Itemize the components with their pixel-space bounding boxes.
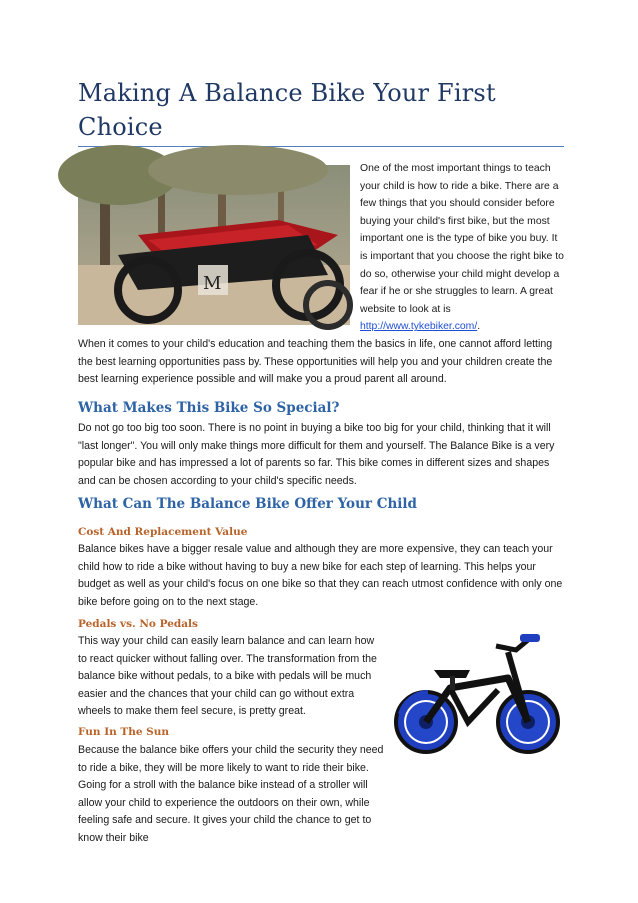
paragraph-pedals: This way your child can easily learn balance and can learn how to react quicker without falling over. The transformation from the balance bike without pedals, to a bike with pedals will be much easier and the chances that your child can go without extra wheels to make them feel secure, is pretty great. <box>78 635 377 718</box>
intro-text: One of the most important things to teach your child is how to ride a bike. There are a few things that you should consider before buying your child's first bike, but the most important one is the type of bike you buy. It is important that you choose the right bike to do so, otherwise your child might develop a fear if he or she struggles to learn. A great website to look at is <box>360 163 564 315</box>
title-divider <box>78 146 564 147</box>
balance-bikes-photo <box>78 165 350 325</box>
section-heading-special: What Makes This Bike So Special? <box>78 400 340 416</box>
paragraph-cost: Balance bikes have a bigger resale value and although they are more expensive, they can teach your child how to ride a bike without having to buy a new bike for each step of learning. This helps your budget as well as your child's focus on one bike so that they can reach utmost confidence with only one bike before going on to the next stage. <box>78 543 563 608</box>
paragraph-sun-wrapped <box>78 742 384 844</box>
balance-bike-image <box>388 630 568 760</box>
paragraph-education: When it comes to your child's education and teaching them the basics in life, one cannot afford letting the best learning opportunities pass by. These opportunities will help you and your children create the best learning experience possible and will make you a proud parent all around. <box>78 338 553 386</box>
intro-section <box>78 160 564 333</box>
intro-after: . <box>477 321 481 333</box>
subheading-sun: Fun In The Sun <box>78 726 170 738</box>
section-heading-offer: What Can The Balance Bike Offer Your Child <box>78 496 417 512</box>
subheading-pedals: Pedals vs. No Pedals <box>78 618 198 630</box>
subheading-cost: Cost And Replacement Value <box>78 526 248 538</box>
page-title: Making A Balance Bike Your First Choice <box>78 79 496 141</box>
svg-text:M: M <box>203 273 222 294</box>
paragraph-sun-text: Because the balance bike offers your child the security they need to ride a bike, they will be more likely to want to ride their bike. Going for a stroll with the balance bike instead of a stroller will allow your child to experience the outdoors on their own, while feeling safe and secure. It gives your child the chance to get to know their bike <box>78 744 384 844</box>
paragraph-special: Do not go too big too soon. There is no point in buying a bike too big for your child, thinking that it will "last longer". You will only make things more difficult for them and yourself. The Balance Bike is a very popular bike and has impressed a lot of parents so far. This bike comes in different sizes and shapes and can be chosen according to your child's specific needs. <box>78 422 555 487</box>
tykebiker-link[interactable]: http://www.tykebiker.com/ <box>360 321 478 333</box>
intro-paragraph <box>360 160 564 336</box>
